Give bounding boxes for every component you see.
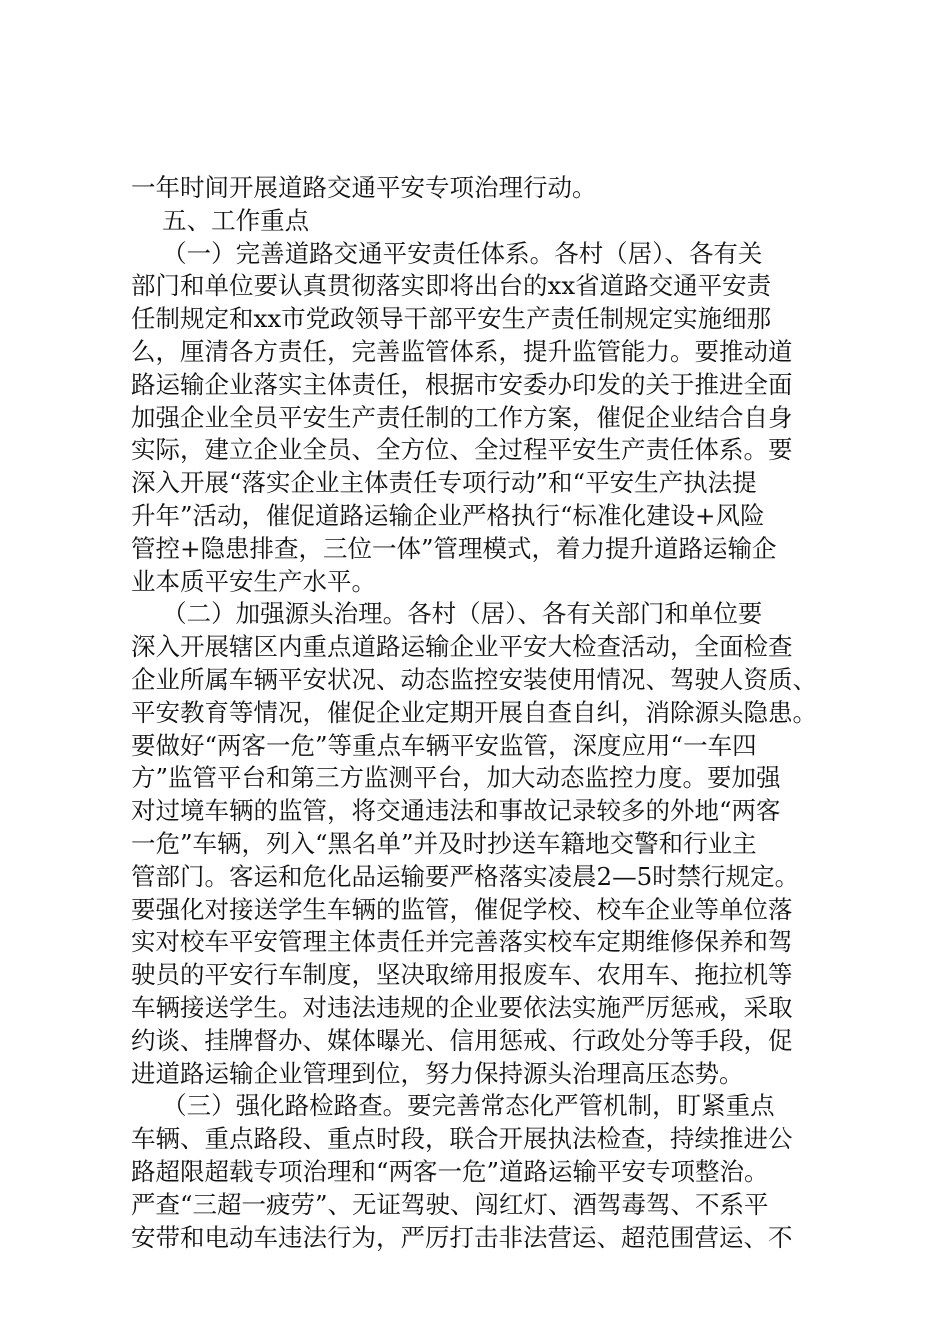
section-heading: 五、工作重点 bbox=[131, 205, 310, 235]
text-line: 业本质平安生产水平。 bbox=[131, 566, 376, 596]
text-line: 任制规定和xx市党政领导干部平安生产责任制规定实施细那 bbox=[131, 304, 772, 334]
text-line: 部门和单位要认真贯彻落实即将出台的xx省道路交通平安责 bbox=[131, 271, 772, 301]
text-line: 深入开展辖区内重点道路运输企业平安大检查活动，全面检查 bbox=[131, 632, 793, 662]
text-line: 路运输企业落实主体责任，根据市安委办印发的关于推进全面 bbox=[131, 369, 793, 399]
text-line: 实对校车平安管理主体责任并完善落实校车定期维修保养和驾 bbox=[131, 927, 793, 957]
text-line: 要强化对接送学生车辆的监管，催促学校、校车企业等单位落 bbox=[131, 894, 793, 924]
text-line: 实际，建立企业全员、全方位、全过程平安生产责任体系。要 bbox=[131, 435, 793, 465]
text-line: 约谈、挂牌督办、媒体曝光、信用惩戒、行政处分等手段，促 bbox=[131, 1025, 793, 1055]
text-line: 管部门。客运和危化品运输要严格落实凌晨2—5时禁行规定。 bbox=[131, 861, 800, 891]
text-line: 企业所属车辆平安状况、动态监控安装使用情况、驾驶人资质、 bbox=[131, 664, 817, 694]
text-line: 严查“三超一疲劳”、无证驾驶、闯红灯、酒驾毒驾、不系平 bbox=[131, 1189, 769, 1219]
text-line: 方”监管平台和第三方监测平台，加大动态监控力度。要加强 bbox=[131, 763, 781, 793]
text-line: 要做好“两客一危”等重点车辆平安监管，深度应用“一车四 bbox=[131, 730, 757, 760]
text-line: 深入开展“落实企业主体责任专项行动”和“平安生产执法提 bbox=[131, 468, 757, 498]
text-line: 么，厘清各方责任，完善监管体系，提升监管能力。要推动道 bbox=[131, 336, 793, 366]
text-line: 加强企业全员平安生产责任制的工作方案，催促企业结合自身 bbox=[131, 402, 793, 432]
text-line: 车辆、重点路段、重点时段，联合开展执法检查，持续推进公 bbox=[131, 1124, 793, 1154]
text-line: （一）完善道路交通平安责任体系。各村（居）、各有关 bbox=[131, 238, 763, 268]
text-line: 安带和电动车违法行为，严厉打击非法营运、超范围营运、不 bbox=[131, 1222, 793, 1252]
text-line: 路超限超载专项治理和“两客一危”道路运输平安专项整治。 bbox=[131, 1156, 769, 1186]
text-line: 平安教育等情况，催促企业定期开展自查自纠，消除源头隐患。 bbox=[131, 697, 817, 727]
text-line: 对过境车辆的监管，将交通违法和事故记录较多的外地“两客 bbox=[131, 796, 781, 826]
text-line: 升年”活动，催促道路运输企业严格执行“标准化建设+风险 bbox=[131, 500, 765, 530]
text-line: （三）强化路检路查。要完善常态化严管机制，盯紧重点 bbox=[131, 1091, 775, 1121]
text-line: 驶员的平安行车制度，坚决取缔用报废车、农用车、拖拉机等 bbox=[131, 960, 793, 990]
document-body bbox=[131, 172, 821, 1254]
text-line: 一年时间开展道路交通平安专项治理行动。 bbox=[131, 173, 597, 202]
text-line: 管控+隐患排查，三位一体”管理模式，着力提升道路运输企 bbox=[131, 533, 777, 563]
text-line: 进道路运输企业管理到位，努力保持源头治理高压态势。 bbox=[131, 1058, 744, 1088]
text-line: （二）加强源头治理。各村（居）、各有关部门和单位要 bbox=[131, 599, 763, 629]
text-line: 车辆接送学生。对违法违规的企业要依法实施严厉惩戒，采取 bbox=[131, 992, 793, 1022]
text-line: 一危”车辆，列入“黑名单”并及时抄送车籍地交警和行业主 bbox=[131, 828, 757, 858]
